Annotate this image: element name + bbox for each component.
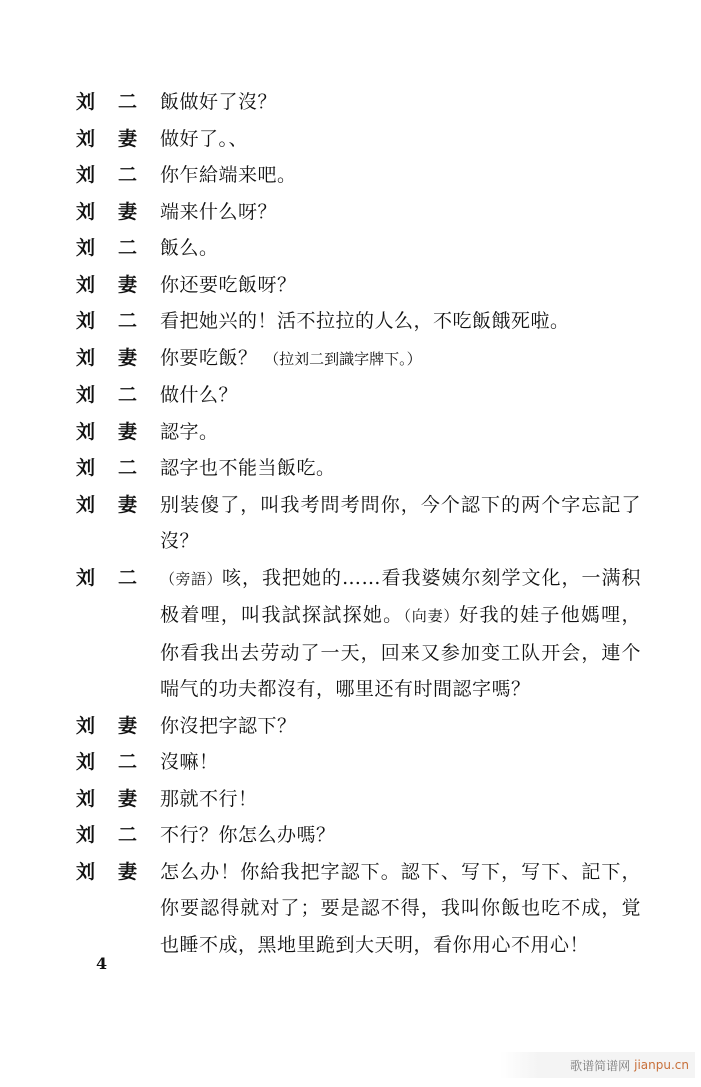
dialogue-line	[76, 340, 641, 378]
speaker-given: 妻	[118, 420, 138, 443]
dialogue-line	[76, 817, 641, 854]
speaker-name	[76, 157, 160, 194]
speech-text	[160, 560, 641, 708]
dialogue-line	[76, 303, 641, 340]
dialogue-line	[76, 121, 641, 158]
speaker-name	[76, 121, 160, 158]
page-number: 4	[96, 954, 108, 973]
speaker-given: 二	[118, 237, 138, 259]
dialogue-line	[76, 854, 641, 964]
speaker-name	[76, 560, 160, 597]
speaker-given: 二	[118, 751, 138, 773]
speaker-name	[76, 414, 160, 451]
dialogue-line	[76, 157, 641, 194]
speaker-given: 二	[118, 91, 138, 113]
speech-text	[160, 414, 641, 451]
speaker-given: 二	[118, 824, 138, 846]
speech-text	[160, 708, 641, 745]
speech-text	[160, 84, 641, 121]
speech-text	[160, 303, 641, 340]
stage-direction: （拉刘二到識字牌下。）	[264, 349, 422, 368]
dialogue-line	[76, 84, 641, 121]
speaker-name	[76, 450, 160, 487]
speech-content: 飯做好了沒？	[160, 91, 278, 113]
speech-content: 做好了。、	[160, 127, 249, 150]
speech-content: 飯么。	[160, 237, 219, 259]
speaker-surname: 刘	[76, 346, 96, 369]
speaker-given: 二	[118, 457, 138, 479]
speaker-name	[76, 303, 160, 340]
speech-content: 那就不行！	[160, 787, 258, 810]
speaker-name	[76, 230, 160, 267]
speech-content: 不行？你怎么办嗎？	[160, 824, 336, 846]
speech-text	[160, 340, 641, 378]
speaker-given: 二	[118, 164, 138, 186]
speech-text	[160, 121, 641, 158]
watermark-url: jianpu.cn	[634, 1058, 689, 1072]
dialogue-line	[76, 230, 641, 267]
speaker-name	[76, 377, 160, 414]
speech-content: 做什么？	[160, 384, 239, 406]
speech-content: 咳，我把她的……看我婆姨尔刻学文化，一满积极着哩，叫我試探試探她。	[160, 566, 641, 626]
speech-content: 怎么办！你給我把字認下。認下、写下，写下、記下，你要認得就对了；要是認不得，我叫你飯也吃不成，覚也睡不成，黑地里跪到大天明，看你用心不用心！	[160, 860, 641, 956]
dialogue-line	[76, 708, 641, 745]
speaker-name	[76, 340, 160, 377]
speaker-surname: 刘	[76, 787, 96, 810]
speaker-name	[76, 781, 160, 818]
speaker-surname: 刘	[76, 824, 96, 846]
speaker-surname: 刘	[76, 457, 96, 479]
speaker-surname: 刘	[76, 237, 96, 259]
speech-text	[160, 157, 641, 194]
speaker-given: 妻	[118, 346, 138, 369]
dialogue-script	[76, 84, 641, 963]
dialogue-line	[76, 414, 641, 451]
speech-content: 你要吃飯？	[160, 346, 258, 369]
speech-text	[160, 744, 641, 781]
speaker-name	[76, 817, 160, 854]
speaker-surname: 刘	[76, 420, 96, 443]
speaker-name	[76, 194, 160, 231]
speech-text	[160, 817, 641, 854]
dialogue-line	[76, 194, 641, 231]
speech-content: 好我的娃子他媽哩，你看我出去劳动了一天，回来又参加变工队开会，連个喘气的功夫都沒有，哪里还有时間認字嗎？	[160, 604, 641, 700]
speaker-surname: 刘	[76, 310, 96, 332]
speech-text	[160, 854, 641, 964]
speech-content: 認字。	[160, 420, 219, 443]
speech-text	[160, 450, 641, 487]
speaker-surname: 刘	[76, 493, 96, 516]
site-watermark	[500, 1052, 695, 1078]
speaker-given: 妻	[118, 127, 138, 150]
speaker-given: 二	[118, 566, 138, 589]
speaker-name	[76, 84, 160, 121]
speaker-given: 二	[118, 384, 138, 406]
speaker-surname: 刘	[76, 91, 96, 113]
speaker-given: 妻	[118, 493, 138, 516]
speaker-name	[76, 744, 160, 781]
speaker-given: 妻	[118, 714, 138, 737]
speaker-surname: 刘	[76, 714, 96, 737]
speech-content: 你乍給端来吧。	[160, 164, 297, 186]
speaker-surname: 刘	[76, 164, 96, 186]
speaker-surname: 刘	[76, 200, 96, 223]
speaker-name	[76, 708, 160, 745]
speaker-surname: 刘	[76, 751, 96, 773]
speaker-name	[76, 854, 160, 891]
speaker-surname: 刘	[76, 860, 96, 883]
speech-text	[160, 781, 641, 818]
dialogue-line	[76, 560, 641, 708]
speech-content: 沒嘛！	[160, 751, 219, 773]
speaker-given: 二	[118, 310, 138, 332]
stage-direction: （向妻）	[403, 607, 460, 625]
speaker-given: 妻	[118, 860, 138, 883]
speaker-given: 妻	[118, 273, 138, 296]
speech-text	[160, 377, 641, 414]
dialogue-line	[76, 377, 641, 414]
speaker-name	[76, 487, 160, 524]
speaker-name	[76, 267, 160, 304]
speech-content: 認字也不能当飯吃。	[160, 457, 336, 479]
speech-content: 你还要吃飯呀？	[160, 273, 297, 296]
watermark-site-name: 歌谱简谱网	[570, 1058, 631, 1073]
speech-text	[160, 487, 641, 560]
speaker-surname: 刘	[76, 384, 96, 406]
speaker-surname: 刘	[76, 127, 96, 150]
speaker-surname: 刘	[76, 566, 96, 589]
speech-content: 端来什么呀？	[160, 200, 278, 223]
stage-direction: （旁語）	[160, 569, 222, 588]
dialogue-line	[76, 487, 641, 560]
speech-text	[160, 194, 641, 231]
speech-text	[160, 230, 641, 267]
dialogue-line	[76, 781, 641, 818]
speech-content: 别装傻了，叫我考問考問你，今个認下的两个字忘記了沒？	[160, 493, 641, 552]
speech-text	[160, 267, 641, 304]
dialogue-line	[76, 450, 641, 487]
dialogue-line	[76, 267, 641, 304]
speech-content: 看把她兴的！活不拉拉的人么，不吃飯餓死啦。	[160, 310, 570, 332]
speaker-given: 妻	[118, 787, 138, 810]
dialogue-line	[76, 744, 641, 781]
speech-content: 你沒把字認下？	[160, 714, 297, 737]
speaker-given: 妻	[118, 200, 138, 223]
speaker-surname: 刘	[76, 273, 96, 296]
